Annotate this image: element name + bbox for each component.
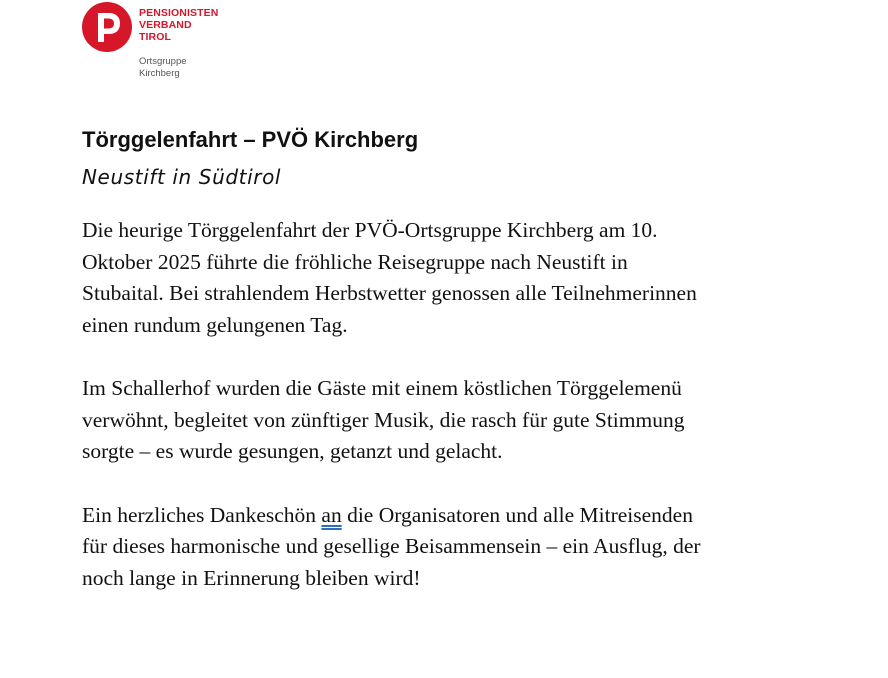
text-line — [82, 500, 812, 532]
text-line: einen rundum gelungenen Tag. — [82, 312, 348, 337]
logo-sub-line: Ortsgruppe — [139, 56, 187, 67]
logo-name-line: TIROL — [139, 31, 171, 43]
text-line: Oktober 2025 führte die fröhliche Reisegruppe nach Neustift in — [82, 249, 628, 274]
organization-logo — [82, 2, 242, 82]
document-subtitle: Neustift in Südtirol — [82, 165, 282, 189]
paragraph — [82, 373, 812, 468]
text-line: verwöhnt, begleitet von zünftiger Musik, die rasch für gute Stimmung — [82, 407, 685, 432]
logo-name-line: VERBAND — [139, 19, 192, 31]
document-body — [82, 215, 812, 626]
text-line: Stubaital. Bei strahlendem Herbstwetter genossen alle Teilnehmerinnen — [82, 281, 697, 305]
text-segment: Ein herzliches Dankeschön — [82, 502, 322, 527]
text-line: Im Schallerhof wurden die Gäste mit einem köstlichen Törggelemenü — [82, 376, 682, 400]
p-letter-logo-icon — [82, 2, 132, 52]
text-line: für dieses harmonische und gesellige Beisammensein – ein Ausflug, der — [82, 534, 701, 558]
document-title: Törggelenfahrt – PVÖ Kirchberg — [82, 127, 419, 152]
logo-organization-name — [139, 7, 218, 43]
logo-local-group — [139, 56, 187, 80]
text-line: noch lange in Erinnerung bleiben wird! — [82, 565, 421, 590]
grammar-marked-word[interactable]: an — [321, 502, 342, 527]
text-line: Die heurige Törggelenfahrt der PVÖ-Ortsgruppe Kirchberg am 10. — [82, 218, 658, 242]
text-segment: die Organisatoren und alle Mitreisenden — [341, 502, 693, 527]
text-line: sorgte – es wurde gesungen, getanzt und gelacht. — [82, 439, 503, 463]
logo-name-line: PENSIONISTEN — [139, 7, 219, 19]
logo-sub-line: Kirchberg — [139, 68, 180, 79]
paragraph — [82, 500, 812, 595]
paragraph — [82, 215, 812, 341]
